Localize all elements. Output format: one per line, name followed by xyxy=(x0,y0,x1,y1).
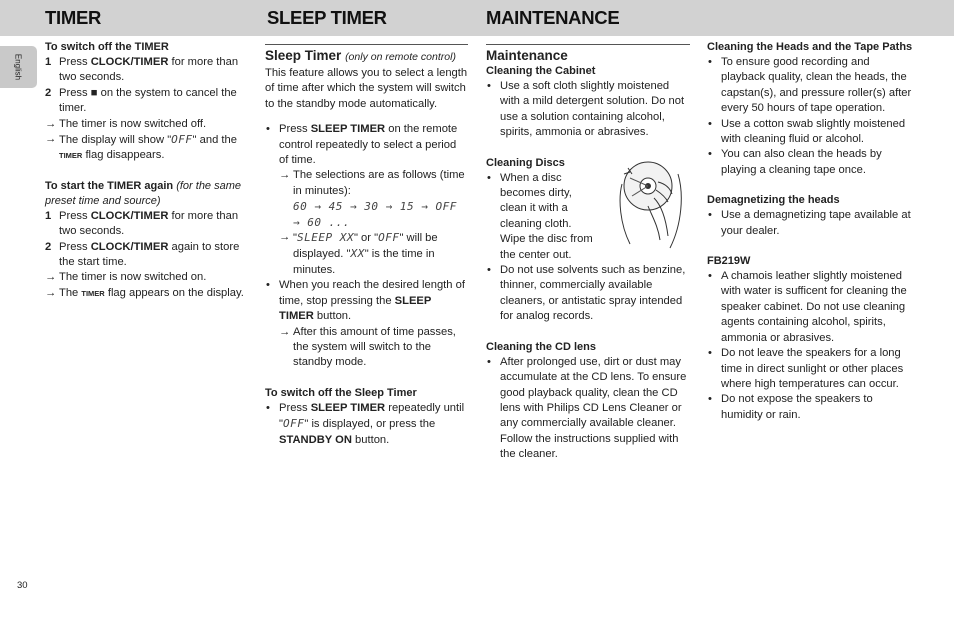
step-text: on the system to cancel the timer. xyxy=(59,86,237,115)
cleaning-heads-heading: Cleaning the Heads and the Tape Paths xyxy=(707,41,913,53)
lens-bullet-1: • After prolonged use, dirt or dust may accumulate at the CD lens. To ensure good playback quality, clean the CD lens with Philips CD Lens Cleaner or any commercially available cleaner. Follow the instructions supplied with the cleaner. xyxy=(486,355,690,463)
maintenance-column-2 xyxy=(707,40,914,423)
bullet-text: Press xyxy=(279,123,311,136)
step-text: Press xyxy=(59,56,91,68)
result-text: The xyxy=(59,286,82,299)
sleep-bullet-1 xyxy=(265,122,468,168)
result-flag-appears xyxy=(45,286,250,301)
step-number: 2 xyxy=(45,86,52,99)
result-text: The display will show " xyxy=(59,134,172,147)
sleep-timer-title: SLEEP TIMER xyxy=(267,7,387,28)
bullet-text: When you reach the desired length of time, stop pressing the xyxy=(279,279,465,307)
page-number: 30 xyxy=(17,580,28,591)
lcd-text: SLEEP XX xyxy=(296,231,354,245)
lcd-text: OFF xyxy=(282,417,305,431)
result-text: flag appears on the display. xyxy=(104,286,244,299)
disc-cleaning-illustration xyxy=(608,154,690,252)
result-text: " or " xyxy=(353,232,379,245)
sleep-off-bullet xyxy=(265,401,468,448)
key-label: CLOCK/TIMER xyxy=(90,56,169,68)
language-tab xyxy=(0,46,37,88)
step-text: for more than two seconds. xyxy=(59,209,239,238)
fb219w-heading: FB219W xyxy=(707,255,751,268)
heading-note: (for the same preset time and source) xyxy=(45,179,242,207)
key-label: CLOCK/TIMER xyxy=(90,240,169,253)
key-label: SLEEP TIMER xyxy=(279,294,432,323)
step-text: for more than two seconds. xyxy=(59,56,239,84)
key-label: CLOCK/TIMER xyxy=(90,209,169,222)
result-display-off xyxy=(45,132,250,164)
step-text: Press xyxy=(59,86,91,99)
result-timer-on: → The timer is now switched on. xyxy=(45,270,250,285)
cleaning-discs-block xyxy=(486,156,690,325)
demagnetizing-heading: Demagnetizing the heads xyxy=(707,194,840,207)
bullet-text: Press xyxy=(279,401,311,414)
switch-off-timer-heading: To switch off the TIMER xyxy=(45,41,169,53)
result-timer-off: → The timer is now switched off. xyxy=(45,117,250,132)
discs-bullet-1: • When a disc becomes dirty, clean it with a cleaning cloth. Wipe the disc from the center out. xyxy=(486,171,598,263)
result-text: " and the xyxy=(192,134,237,147)
step-text: Press xyxy=(59,240,91,253)
section-title-note: (only on remote control) xyxy=(345,51,456,63)
start-step-2 xyxy=(45,240,250,271)
timer-flag: TIMER xyxy=(81,288,105,298)
demag-bullet-1: • Use a demagnetizing tape available at your dealer. xyxy=(707,208,914,239)
heads-bullet-2: • Use a cotton swab slightly moistened with cleaning fluid or alcohol. xyxy=(707,117,914,148)
language-tab-label: English xyxy=(13,53,23,81)
step-number: 2 xyxy=(45,240,52,253)
maintenance-section-title: Maintenance xyxy=(486,48,568,63)
bullet-text: " is displayed, or press the xyxy=(304,418,436,431)
standby-result: → After this amount of time passes, the system will switch to the standby mode. xyxy=(279,325,468,371)
cleaning-discs-heading: Cleaning Discs xyxy=(486,156,565,169)
maintenance-column xyxy=(486,44,690,463)
lcd-text: OFF xyxy=(171,133,193,147)
lcd-text: XX xyxy=(350,247,365,261)
cleaning-cd-lens-heading: Cleaning the CD lens xyxy=(486,340,597,353)
switch-off-step-1 xyxy=(45,55,250,86)
sleep-intro: This feature allows you to select a length of time after which the system will switch to the standby mode automatically. xyxy=(265,67,468,110)
step-number: 1 xyxy=(45,209,52,222)
sleep-sub-1 xyxy=(265,168,468,278)
sleep-sequence: 60 → 45 → 30 → 15 → OFF → 60 ... xyxy=(293,200,457,229)
section-title-text: Sleep Timer xyxy=(265,48,342,63)
switch-off-sleep-heading: To switch off the Sleep Timer xyxy=(265,386,417,399)
heading-text: To start the TIMER again xyxy=(45,179,174,192)
fb-bullet-3: • Do not expose the speakers to humidity or rain. xyxy=(707,392,914,423)
fb-bullet-2: • Do not leave the speakers for a long time in direct sunlight or other places where high temperatures can occur. xyxy=(707,346,914,392)
key-label: STANDBY ON xyxy=(279,433,352,446)
heads-bullet-1: • To ensure good recording and playback quality, clean the heads, the capstan(s), and pressure roller(s) after every 50 hours of tape operation. xyxy=(707,55,914,117)
switch-off-step-2 xyxy=(45,86,250,117)
step-number: 1 xyxy=(45,56,52,68)
discs-bullet-2: • Do not use solvents such as benzine, thinner, commercially available cleaners, or antistatic spray intended for analog records. xyxy=(486,263,690,325)
timer-title: TIMER xyxy=(45,7,102,28)
step-text: again to store the start time. xyxy=(59,240,240,269)
cabinet-bullet-1: • Use a soft cloth slightly moistened with a mild detergent solution. Do not use a solution containing alcohol, spirits, ammonia or abrasives. xyxy=(486,79,690,141)
bullet-text: button. xyxy=(351,433,390,446)
step-text: Press xyxy=(59,209,91,222)
cleaning-cabinet-heading: Cleaning the Cabinet xyxy=(486,65,596,77)
sleep-bullet-2 xyxy=(265,278,468,324)
key-label: SLEEP TIMER xyxy=(310,123,386,136)
selections-result: → The selections are as follows (time in minutes): xyxy=(279,168,468,199)
lcd-text: OFF xyxy=(378,231,400,245)
start-step-1 xyxy=(45,209,250,240)
sleep-timer-column xyxy=(265,44,468,448)
result-text: " will be displayed. " xyxy=(293,232,438,261)
sleep-display-result xyxy=(279,230,468,278)
timer-column xyxy=(45,40,250,301)
sleep-timer-section-title xyxy=(265,47,468,66)
timer-flag: TIMER xyxy=(59,151,83,161)
result-text: " is the time in minutes. xyxy=(293,248,435,276)
result-text: flag disappears. xyxy=(82,149,165,162)
sleep-sub-2 xyxy=(265,325,468,371)
heads-bullet-3: • You can also clean the heads by playing a cleaning tape once. xyxy=(707,147,914,178)
fb-bullet-1: • A chamois leather slightly moistened with water is sufficent for cleaning the speaker cabinet. Do not use cleaning agents containing alcohol, spirits, ammonia or abrasives. xyxy=(707,269,914,346)
stop-square-icon: ■ xyxy=(90,86,98,99)
key-label: SLEEP TIMER xyxy=(310,401,386,414)
header-bar xyxy=(0,0,954,36)
bullet-text: button. xyxy=(313,310,352,323)
maintenance-title: MAINTENANCE xyxy=(486,7,620,28)
bullet-text: on the remote control repeatedly to select a period of time. xyxy=(279,123,458,167)
result-text: " xyxy=(293,232,297,245)
bullet-text: repeatedly until " xyxy=(279,401,465,431)
start-timer-heading xyxy=(45,179,250,209)
